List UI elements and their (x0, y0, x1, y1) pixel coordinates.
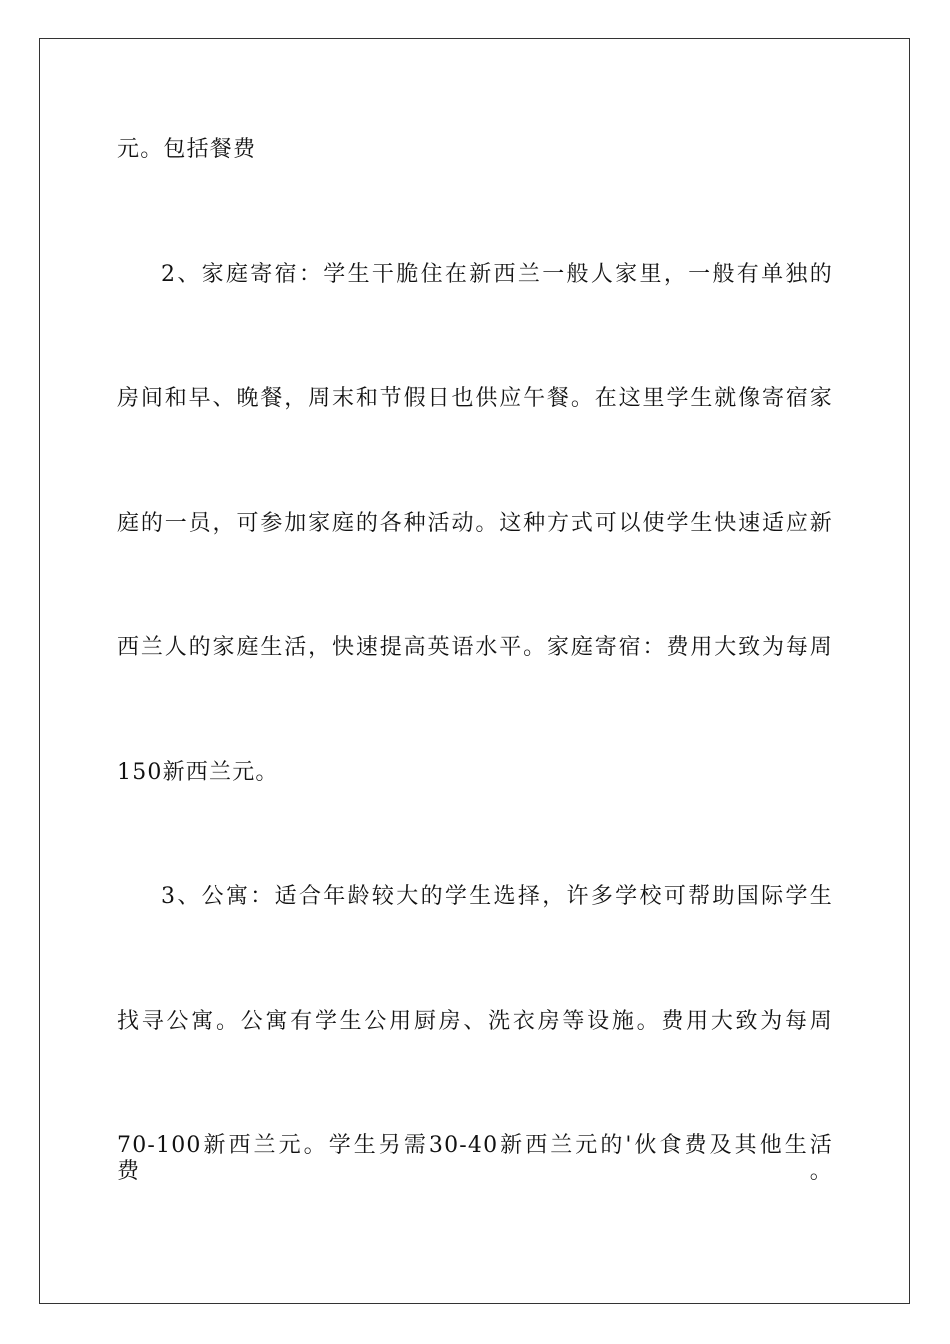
text-line-3: 房间和早、晚餐，周末和节假日也供应午餐。在这里学生就像寄宿家 (117, 386, 833, 411)
text-line-4: 庭的一员，可参加家庭的各种活动。这种方式可以使学生快速适应新 (117, 511, 833, 536)
page-frame (39, 38, 910, 1304)
text-line-7: 3、公寓：适合年龄较大的学生选择，许多学校可帮助国际学生 (161, 884, 833, 909)
text-line-8: 找寻公寓。公寓有学生公用厨房、洗衣房等设施。费用大致为每周 (117, 1009, 833, 1034)
text-line-2: 2、家庭寄宿：学生干脆住在新西兰一般人家里，一般有单独的 (161, 262, 833, 287)
text-line-5: 西兰人的家庭生活，快速提高英语水平。家庭寄宿：费用大致为每周 (117, 635, 833, 660)
text-line-9: 70-100新西兰元。学生另需30-40新西兰元的'伙食费及其他生活费。 (117, 1133, 833, 1184)
text-line-6: 150新西兰元。 (117, 760, 279, 785)
text-line-1: 元。包括餐费 (117, 137, 257, 162)
